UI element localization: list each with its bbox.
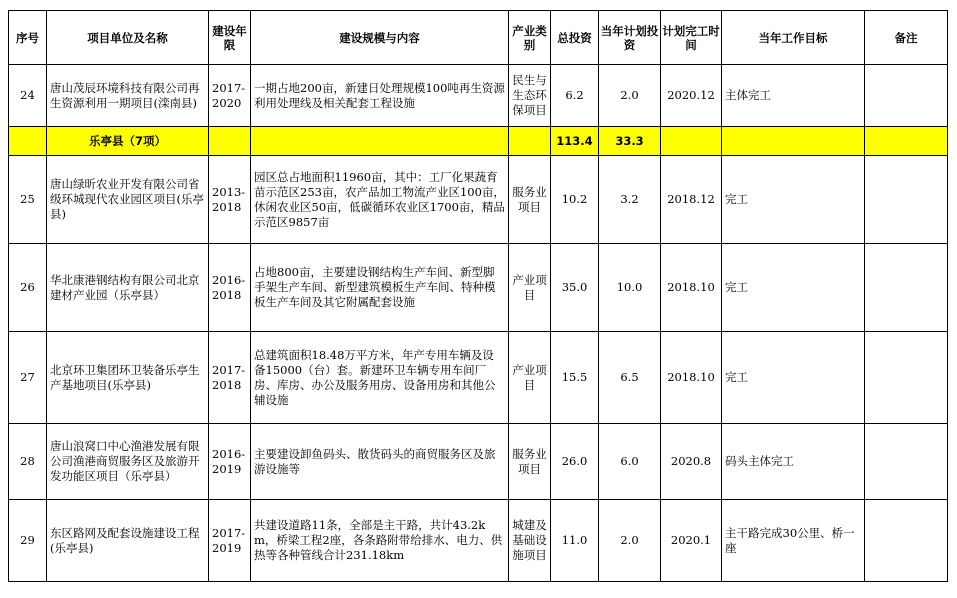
header-row — [9, 11, 948, 65]
scope-content: 共建设道路11条，全部是主干路，共计43.2km，桥梁工程2座，各条路附带给排水、电力、供热等各种管线合计231.18km — [251, 500, 509, 582]
row-number: 28 — [9, 424, 47, 500]
build-years: 2017-2019 — [209, 500, 251, 582]
header-cell: 备注 — [865, 11, 948, 65]
build-years: 2017-2020 — [209, 65, 251, 127]
project-name: 唐山绿昕农业开发有限公司省级环城现代农业园区项目(乐亭县) — [47, 156, 209, 244]
summary-empty — [661, 127, 722, 156]
total-investment: 35.0 — [551, 244, 599, 332]
industry-category: 民生与生态环保项目 — [509, 65, 551, 127]
header-cell: 总投资 — [551, 11, 599, 65]
build-years: 2016-2019 — [209, 424, 251, 500]
county-total-investment: 113.4 — [551, 127, 599, 156]
header-cell: 建设规模与内容 — [251, 11, 509, 65]
industry-category: 产业项目 — [509, 332, 551, 424]
annual-goal: 完工 — [722, 332, 865, 424]
annual-investment: 10.0 — [599, 244, 661, 332]
remark — [865, 244, 948, 332]
county-summary-row — [9, 127, 948, 156]
remark — [865, 156, 948, 244]
row-number: 25 — [9, 156, 47, 244]
table-row — [9, 500, 948, 582]
remark — [865, 424, 948, 500]
industry-category: 城建及基础设施项目 — [509, 500, 551, 582]
annual-goal: 完工 — [722, 244, 865, 332]
scope-content: 总建筑面积18.48万平方米，年产专用车辆及设备15000（台）套。新建环卫车辆专用车间厂房、库房、办公及服务用房、设备用房和其他公辅设施 — [251, 332, 509, 424]
header-cell: 计划完工时间 — [661, 11, 722, 65]
total-investment: 15.5 — [551, 332, 599, 424]
summary-empty — [865, 127, 948, 156]
annual-goal: 主干路完成30公里、桥一座 — [722, 500, 865, 582]
table-row — [9, 244, 948, 332]
scope-content: 一期占地200亩，新建日处理规模100吨再生资源利用处理线及相关配套工程设施 — [251, 65, 509, 127]
row-number: 26 — [9, 244, 47, 332]
project-name: 华北康港钢结构有限公司北京建材产业园（乐亭县） — [47, 244, 209, 332]
header-cell: 建设年限 — [209, 11, 251, 65]
project-name: 唐山茂辰环境科技有限公司再生资源利用一期项目(滦南县) — [47, 65, 209, 127]
build-years: 2016-2018 — [209, 244, 251, 332]
header-cell: 项目单位及名称 — [47, 11, 209, 65]
summary-empty — [209, 127, 251, 156]
finish-time: 2020.1 — [661, 500, 722, 582]
row-number: 24 — [9, 65, 47, 127]
table-row — [9, 65, 948, 127]
header-cell: 当年工作目标 — [722, 11, 865, 65]
industry-category: 服务业项目 — [509, 156, 551, 244]
annual-investment: 2.0 — [599, 65, 661, 127]
project-name: 唐山浪窝口中心渔港发展有限公司渔港商贸服务区及旅游开发功能区项目（乐亭县） — [47, 424, 209, 500]
row-number: 29 — [9, 500, 47, 582]
annual-goal: 完工 — [722, 156, 865, 244]
total-investment: 6.2 — [551, 65, 599, 127]
finish-time: 2020.8 — [661, 424, 722, 500]
total-investment: 11.0 — [551, 500, 599, 582]
scope-content: 主要建设卸鱼码头、散货码头的商贸服务区及旅游设施等 — [251, 424, 509, 500]
project-table — [8, 10, 948, 582]
header-cell: 当年计划投资 — [599, 11, 661, 65]
scope-content: 园区总占地面积11960亩，其中：工厂化果蔬育苗示范区253亩，农产品加工物流产业区100亩，休闲农业区50亩，低碳循环农业区1700亩，精品示范区9857亩 — [251, 156, 509, 244]
finish-time: 2018.10 — [661, 332, 722, 424]
project-name: 北京环卫集团环卫装备乐亭生产基地项目(乐亭县) — [47, 332, 209, 424]
remark — [865, 332, 948, 424]
scope-content: 占地800亩，主要建设钢结构生产车间、新型脚手架生产车间、新型建筑模板生产车间、特种模板生产车间及其它附属配套设施 — [251, 244, 509, 332]
table-row — [9, 156, 948, 244]
header-cell: 产业类别 — [509, 11, 551, 65]
table-row — [9, 332, 948, 424]
finish-time: 2020.12 — [661, 65, 722, 127]
summary-empty — [509, 127, 551, 156]
total-investment: 26.0 — [551, 424, 599, 500]
finish-time: 2018.10 — [661, 244, 722, 332]
summary-empty — [722, 127, 865, 156]
annual-investment: 6.5 — [599, 332, 661, 424]
build-years: 2013-2018 — [209, 156, 251, 244]
annual-goal: 主体完工 — [722, 65, 865, 127]
annual-investment: 6.0 — [599, 424, 661, 500]
total-investment: 10.2 — [551, 156, 599, 244]
build-years: 2017-2018 — [209, 332, 251, 424]
remark — [865, 500, 948, 582]
industry-category: 服务业项目 — [509, 424, 551, 500]
annual-investment: 2.0 — [599, 500, 661, 582]
annual-investment: 3.2 — [599, 156, 661, 244]
county-annual-investment: 33.3 — [599, 127, 661, 156]
finish-time: 2018.12 — [661, 156, 722, 244]
summary-empty — [9, 127, 47, 156]
row-number: 27 — [9, 332, 47, 424]
project-name: 东区路网及配套设施建设工程(乐亭县) — [47, 500, 209, 582]
remark — [865, 65, 948, 127]
header-cell: 序号 — [9, 11, 47, 65]
annual-goal: 码头主体完工 — [722, 424, 865, 500]
industry-category: 产业项目 — [509, 244, 551, 332]
table-row — [9, 424, 948, 500]
county-summary-label: 乐亭县（7项） — [47, 127, 209, 156]
summary-empty — [251, 127, 509, 156]
